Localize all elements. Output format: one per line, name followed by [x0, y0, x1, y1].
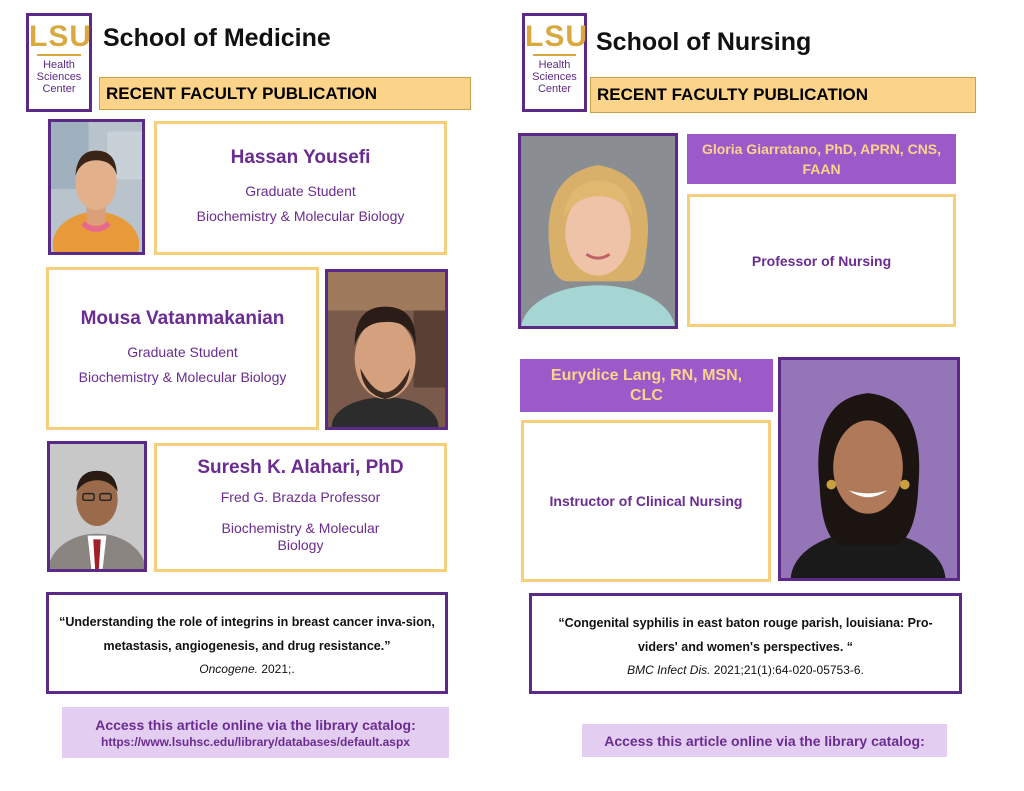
lsu-hsc-logo-left: [26, 13, 92, 112]
nursing-citation-box: [529, 593, 962, 694]
author-role: Professor of Nursing: [751, 252, 892, 269]
gloria-giarratano-name: Gloria Giarratano, PhD, APRN, CNS, FAAN: [687, 134, 956, 184]
article-title: “Understanding the role of integrins in breast cancer inva-sion, metastasis, angiogenesis, and drug resistance.”: [59, 615, 435, 653]
author-title: Fred G. Brazda Professor: [220, 489, 381, 505]
access-text: Access this article online via the library catalog:: [95, 716, 416, 733]
journal-name: Oncogene.: [199, 662, 258, 676]
article-title: “Congenital syphilis in east baton rouge parish, louisiana: Pro-viders' and women's perspectives. “: [558, 615, 933, 654]
citation-details: 2021;.: [258, 662, 295, 676]
logo-center: Center: [42, 83, 76, 95]
logo-sciences: Sciences: [532, 71, 577, 83]
nursing-publication-banner: RECENT FACULTY PUBLICATION: [590, 77, 976, 113]
nursing-access-box: [582, 724, 947, 757]
medicine-publication-banner: RECENT FACULTY PUBLICATION: [99, 77, 471, 110]
medicine-access-box: [62, 707, 449, 758]
suresh-alahari-card: [154, 443, 447, 572]
mousa-vatanmakanian-card: [46, 267, 319, 430]
library-url-link[interactable]: https://www.lsuhsc.edu/library/databases/default.aspx: [101, 734, 410, 749]
author-title: Graduate Student: [127, 343, 238, 360]
mousa-vatanmakanian-photo: [325, 269, 448, 430]
author-name: Hassan Yousefi: [230, 147, 371, 168]
journal-citation: [540, 663, 951, 677]
school-of-medicine-title: School of Medicine: [103, 24, 331, 52]
citation-details: 2021;21(1):64-020-05753-6.: [710, 662, 864, 677]
logo-center: Center: [537, 83, 572, 95]
author-department: Biochemistry & Molecular Biology: [221, 520, 380, 553]
hassan-yousefi-card: [154, 121, 447, 255]
access-text: Access this article online via the library catalog:: [604, 732, 925, 749]
logo-lsu-text: LSU: [525, 20, 588, 53]
school-of-nursing-title: School of Nursing: [596, 28, 812, 56]
medicine-citation-box: [46, 592, 448, 694]
logo-lsu-text: LSU: [29, 20, 92, 53]
gloria-giarratano-photo: [518, 133, 678, 329]
logo-health: Health: [538, 59, 571, 71]
logo-health: Health: [43, 59, 75, 71]
author-name: Suresh K. Alahari, PhD: [197, 457, 404, 478]
eurydice-lang-card: [521, 420, 771, 582]
author-department: Biochemistry & Molecular Biology: [78, 368, 287, 385]
eurydice-lang-photo: [778, 357, 960, 581]
lsu-hsc-logo-right: [522, 13, 587, 112]
author-name: Mousa Vatanmakanian: [80, 307, 285, 329]
author-title: Graduate Student: [245, 183, 356, 199]
suresh-alahari-photo: [47, 441, 147, 572]
author-role: Instructor of Clinical Nursing: [549, 493, 743, 509]
logo-sciences: Sciences: [36, 71, 82, 83]
author-department: Biochemistry & Molecular Biology: [196, 208, 405, 224]
gloria-giarratano-card: [687, 194, 956, 327]
eurydice-lang-name: Eurydice Lang, RN, MSN, CLC: [520, 359, 773, 412]
hassan-yousefi-photo: [48, 119, 145, 255]
journal-citation: [57, 662, 437, 676]
journal-name: BMC Infect Dis.: [627, 662, 711, 677]
